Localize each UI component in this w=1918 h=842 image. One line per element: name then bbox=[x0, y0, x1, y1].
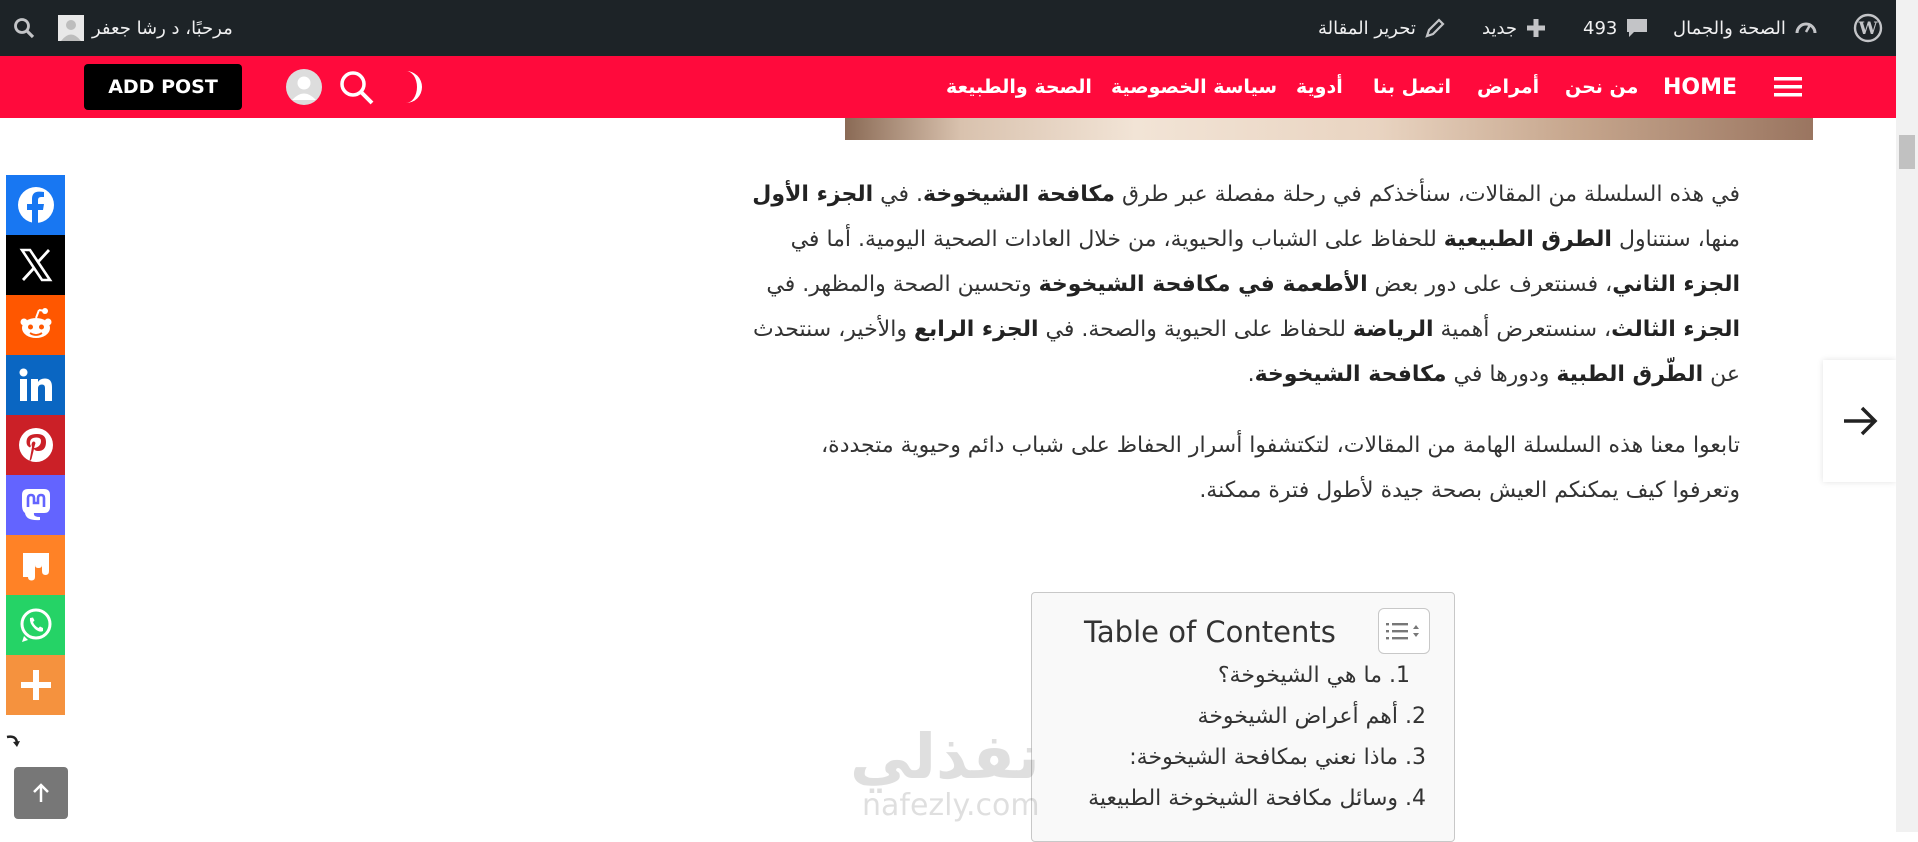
bold-phrase: الجزء الأول bbox=[752, 182, 874, 207]
text-run: والأخير، سنتحدث عن bbox=[753, 317, 1740, 387]
bold-phrase: مكافحة الشيخوخة bbox=[923, 182, 1115, 207]
back-to-top-button[interactable] bbox=[14, 767, 68, 819]
social-share-bar bbox=[6, 175, 65, 715]
comments-menu[interactable] bbox=[1583, 0, 1649, 56]
collapse-share-button[interactable] bbox=[5, 733, 21, 753]
add-post-button[interactable]: ADD POST bbox=[84, 64, 242, 110]
table-of-contents bbox=[1031, 592, 1455, 842]
linkedin-icon bbox=[16, 365, 56, 405]
text-run: . في bbox=[873, 182, 924, 207]
reddit-icon bbox=[16, 305, 56, 345]
user-account-button[interactable] bbox=[286, 56, 322, 118]
article-body bbox=[750, 172, 1740, 539]
share-button-reddit[interactable] bbox=[6, 295, 65, 355]
toc-item-1[interactable]: 1. ما هي الشيخوخة؟ bbox=[1217, 663, 1410, 688]
search-icon bbox=[12, 16, 36, 40]
pencil-icon bbox=[1424, 17, 1446, 39]
follow-paragraph: تابعوا معنا هذه السلسلة الهامة من المقالات، لتكتشفوا أسرار الحفاظ على شباب دائم وحيوية متجددة، وتعرفوا كيف يمكنكم العيش بصحة جيدة لأطول فترة ممكنة. bbox=[821, 433, 1740, 503]
whatsapp-icon bbox=[16, 605, 56, 645]
next-post-button[interactable] bbox=[1823, 360, 1896, 482]
nav-item-diseases[interactable]: أمراض bbox=[1477, 76, 1540, 98]
text-run: ، سنستعرض أهمية bbox=[1433, 317, 1612, 342]
intro-paragraph bbox=[750, 172, 1740, 397]
new-content-menu[interactable] bbox=[1482, 0, 1547, 56]
text-run: . bbox=[1247, 362, 1255, 387]
bold-phrase: الجزء الرابع bbox=[913, 317, 1039, 342]
nav-item-contact[interactable]: اتصل بنا bbox=[1373, 76, 1451, 98]
plus-icon bbox=[16, 665, 56, 705]
nafezly-watermark bbox=[850, 720, 1070, 830]
watermark-arabic: نفذلي bbox=[850, 720, 1040, 793]
hamburger-icon bbox=[1774, 76, 1802, 98]
bold-phrase: الأطعمة في مكافحة الشيخوخة bbox=[1038, 272, 1368, 297]
text-run: وتحسين الصحة والمظهر. في bbox=[766, 272, 1039, 297]
wordpress-logo-button[interactable] bbox=[1853, 0, 1883, 56]
share-button-pinterest[interactable] bbox=[6, 415, 65, 475]
moon-icon bbox=[392, 69, 424, 105]
featured-image-bottom bbox=[845, 118, 1813, 140]
share-button-linkedin[interactable] bbox=[6, 355, 65, 415]
greeting-label: مرحبًا، د رشا جعفر bbox=[92, 17, 233, 39]
new-label: جديد bbox=[1482, 17, 1518, 39]
share-button-x[interactable] bbox=[6, 235, 65, 295]
pinterest-icon bbox=[16, 425, 56, 465]
svg-text:W: W bbox=[1858, 19, 1878, 39]
page-scrollbar[interactable] bbox=[1896, 0, 1918, 832]
curved-arrow-icon bbox=[5, 733, 21, 749]
bold-phrase: الرياضة bbox=[1352, 317, 1434, 342]
facebook-icon bbox=[16, 185, 56, 225]
plus-icon bbox=[1525, 17, 1547, 39]
text-run: منها، سنتناول bbox=[1611, 227, 1740, 252]
toc-item-4[interactable]: 4. وسائل مكافحة الشيخوخة الطبيعية bbox=[1088, 786, 1426, 811]
search-icon bbox=[337, 68, 375, 106]
nav-item-medicines[interactable]: أدوية bbox=[1296, 76, 1343, 98]
share-button-whatsapp[interactable] bbox=[6, 595, 65, 655]
dark-mode-toggle[interactable] bbox=[392, 56, 424, 118]
bold-phrase: الطرق الطبيعية bbox=[1443, 227, 1612, 252]
share-button-more[interactable] bbox=[6, 655, 65, 715]
site-name-label: الصحة والجمال bbox=[1673, 17, 1786, 39]
toc-toggle-button[interactable] bbox=[1378, 608, 1430, 654]
wordpress-icon bbox=[1853, 13, 1883, 43]
share-button-mix[interactable] bbox=[6, 535, 65, 595]
my-account-menu[interactable] bbox=[58, 0, 233, 56]
text-run: للحفاظ على الشباب والحيوية، من خلال العادات الصحية اليومية. أما في bbox=[790, 227, 1444, 252]
toc-item-3[interactable]: 3. ماذا نعني بمكافحة الشيخوخة: bbox=[1129, 745, 1426, 770]
text-run: ودورها في bbox=[1446, 362, 1557, 387]
share-button-facebook[interactable] bbox=[6, 175, 65, 235]
edit-post-link[interactable] bbox=[1318, 0, 1446, 56]
user-avatar-icon bbox=[286, 69, 322, 105]
list-toggle-icon bbox=[1386, 620, 1422, 642]
edit-post-label: تحرير المقالة bbox=[1318, 17, 1416, 39]
header-search-button[interactable] bbox=[337, 56, 375, 118]
toc-item-2[interactable]: 2. أهم أعراض الشيخوخة bbox=[1197, 704, 1426, 729]
nav-item-privacy[interactable]: سياسة الخصوصية bbox=[1111, 76, 1278, 98]
share-button-mastodon[interactable] bbox=[6, 475, 65, 535]
admin-bar bbox=[0, 0, 1896, 56]
bold-phrase: الطّرق الطبية bbox=[1556, 362, 1704, 387]
arrow-right-icon bbox=[1840, 403, 1880, 439]
arrow-up-icon bbox=[31, 782, 51, 804]
nav-item-about[interactable]: من نحن bbox=[1565, 76, 1639, 98]
hamburger-menu-button[interactable] bbox=[1774, 56, 1802, 118]
site-name-menu[interactable] bbox=[1673, 0, 1818, 56]
text-run: ، فسنتعرف على دور بعض bbox=[1367, 272, 1613, 297]
text-run: للحفاظ على الحيوية والصحة. في bbox=[1038, 317, 1353, 342]
toc-title: Table of Contents bbox=[1084, 615, 1336, 649]
bold-phrase: الجزء الثالث bbox=[1611, 317, 1740, 342]
admin-search-button[interactable] bbox=[12, 0, 36, 56]
x-icon bbox=[16, 245, 56, 285]
nav-home[interactable]: HOME bbox=[1663, 74, 1738, 100]
scrollbar-thumb[interactable] bbox=[1899, 135, 1915, 169]
watermark-latin: nafezly.com bbox=[862, 788, 1040, 823]
main-navigation bbox=[0, 56, 1896, 118]
comments-count: 493 bbox=[1583, 17, 1618, 39]
dashboard-gauge-icon bbox=[1794, 16, 1818, 40]
text-run: في هذه السلسلة من المقالات، سنأخذكم في رحلة مفصلة عبر طرق bbox=[1114, 182, 1740, 207]
bold-phrase: مكافحة الشيخوخة bbox=[1254, 362, 1447, 387]
comment-bubble-icon bbox=[1625, 17, 1649, 39]
mastodon-icon bbox=[16, 485, 56, 525]
nav-item-health-nature[interactable]: الصحة والطبيعة bbox=[946, 76, 1092, 98]
avatar bbox=[58, 15, 84, 41]
mix-icon bbox=[16, 545, 56, 585]
bold-phrase: الجزء الثاني bbox=[1612, 272, 1740, 297]
